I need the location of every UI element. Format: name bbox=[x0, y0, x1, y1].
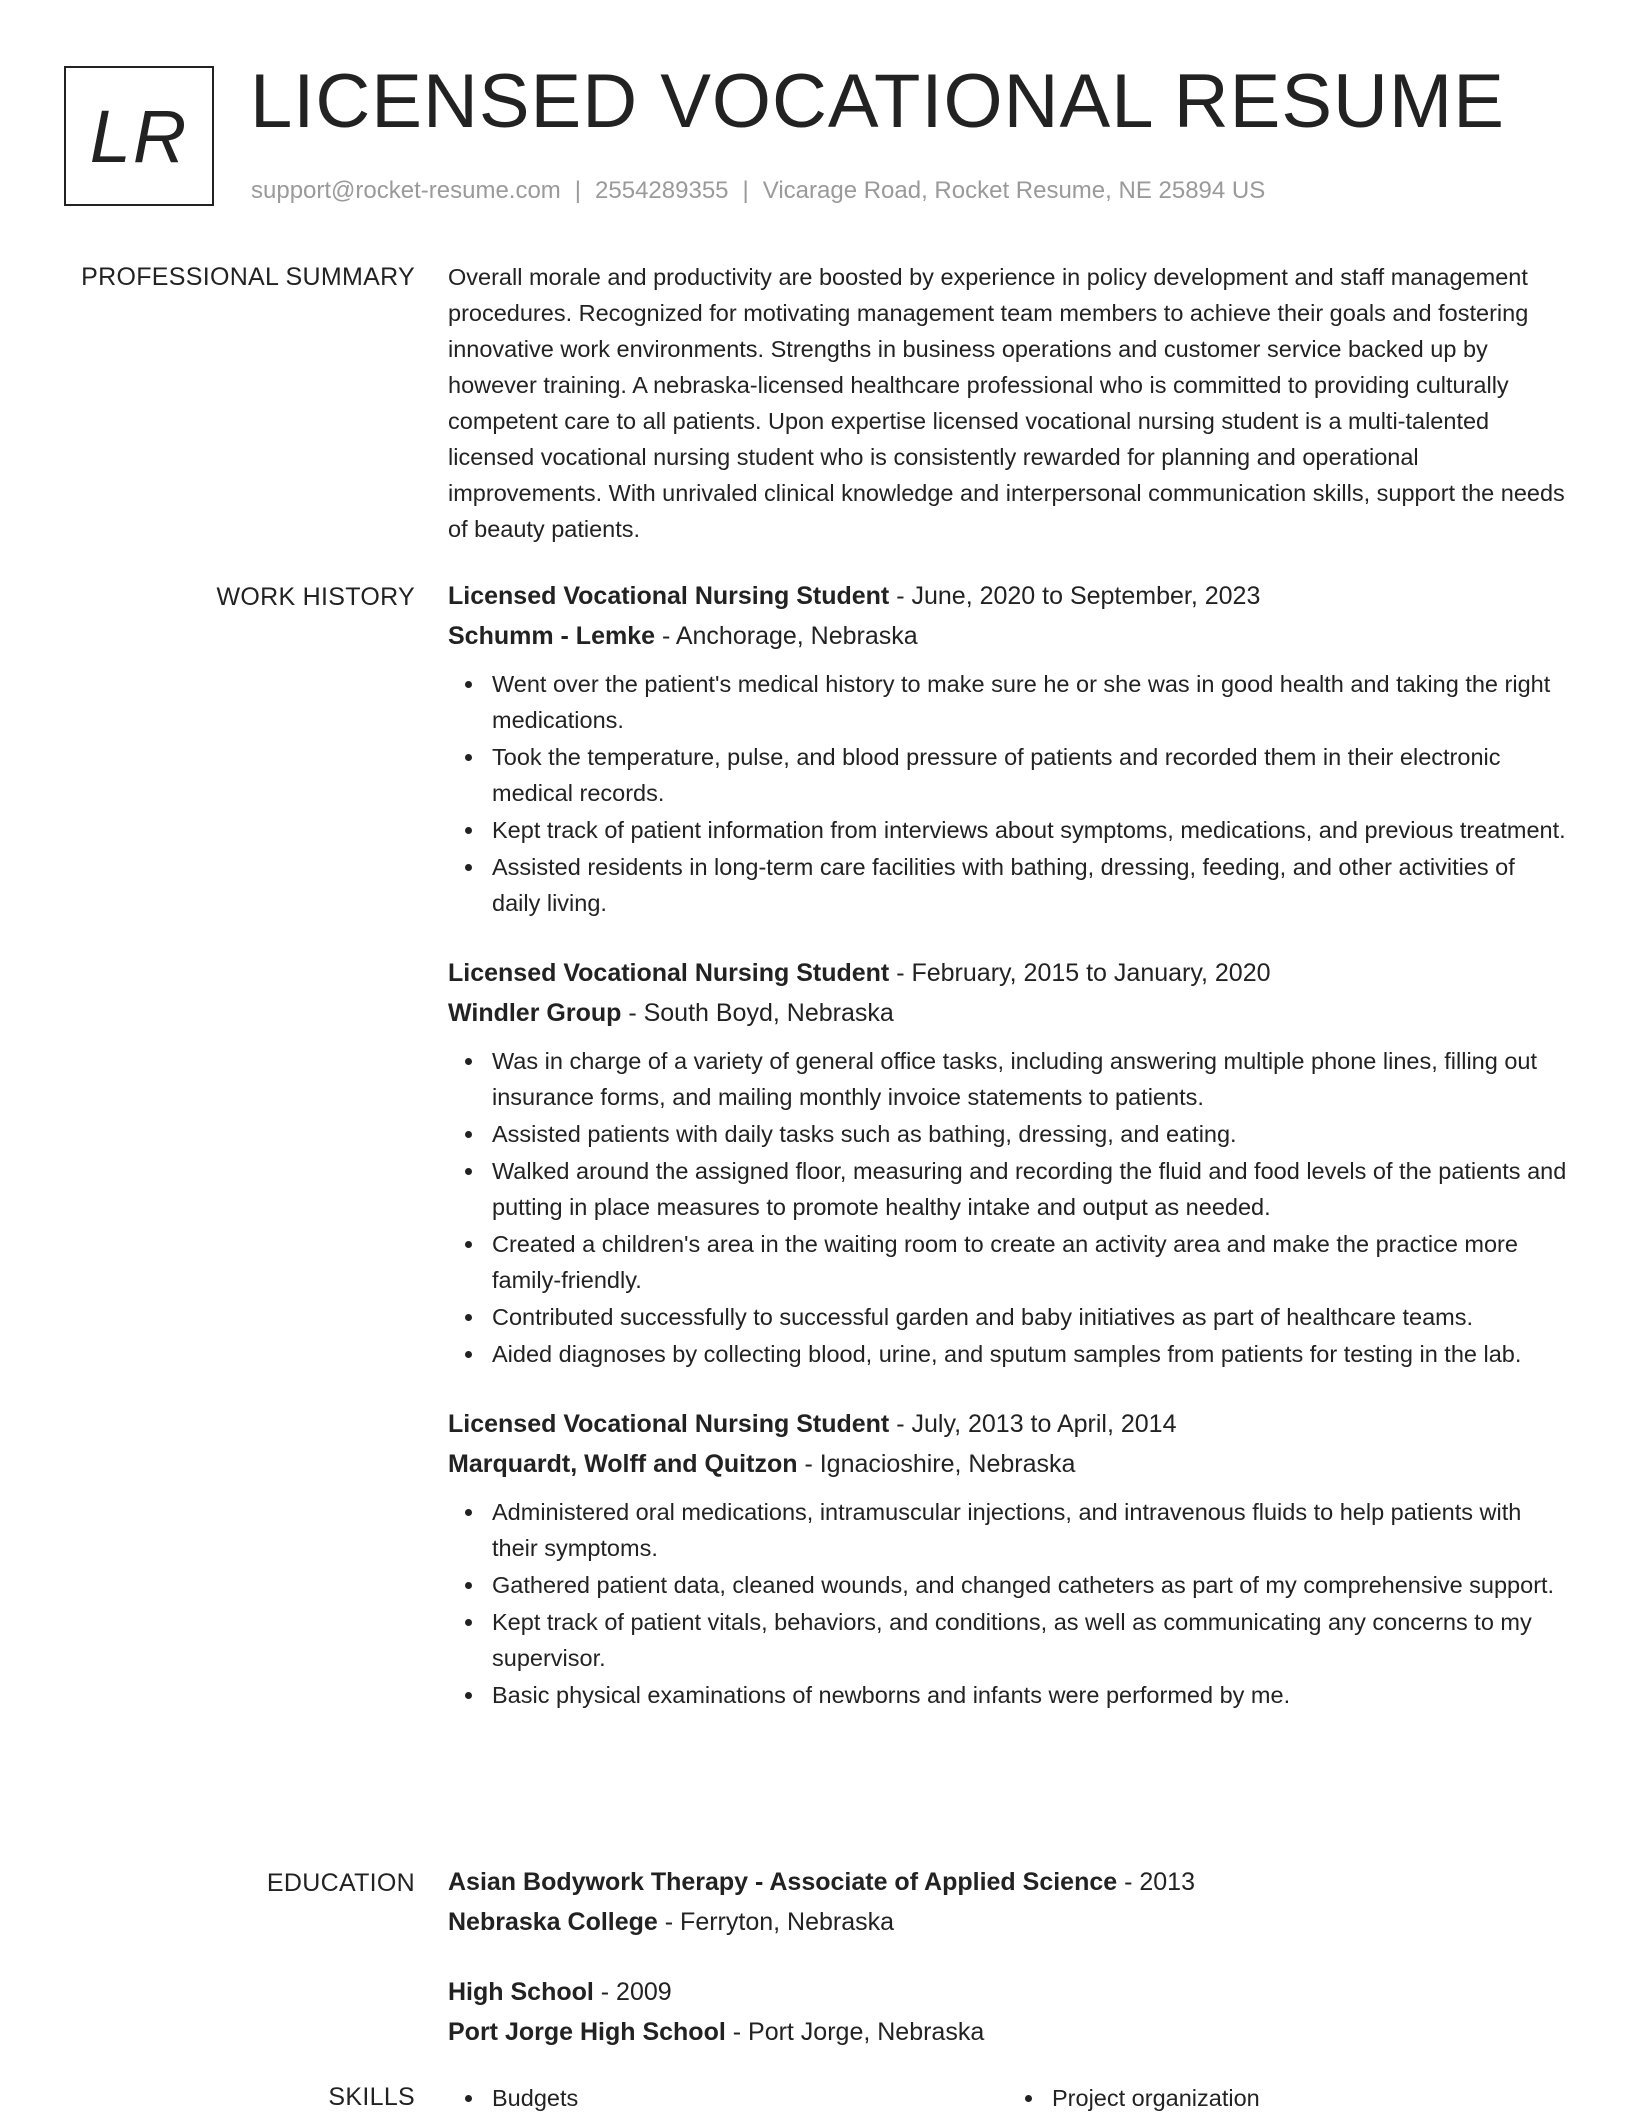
job-bullet: Took the temperature, pulse, and blood pressure of patients and recorded them in their electronic medical records. bbox=[492, 739, 1568, 811]
job-entry bbox=[448, 953, 1568, 1372]
job-company: Marquardt, Wolff and Quitzon bbox=[448, 1450, 798, 1478]
section-heading: PROFESSIONAL SUMMARY bbox=[81, 263, 415, 291]
job-bullet: Aided diagnoses by collecting blood, urine, and sputum samples from patients for testing in the lab. bbox=[492, 1336, 1568, 1372]
job-title: Licensed Vocational Nursing Student bbox=[448, 959, 890, 987]
job-entry bbox=[448, 576, 1568, 921]
job-company-line bbox=[448, 616, 1568, 656]
contact-separator: | bbox=[574, 177, 582, 204]
education-entry bbox=[448, 1972, 1568, 2052]
summary-text: Overall morale and productivity are boosted by experience in policy development and staff management procedures. Recognized for motivating management team members to achieve their goals and fostering innovative work environments. Strengths in business operations and customer service backed up by however training. A nebraska-licensed healthcare professional who is committed to providing culturally competent care to all patients. Upon expertise licensed vocational nursing student is a multi-talented licensed vocational nursing student who is consistently rewarded for planning and operational improvements. With unrivaled clinical knowledge and interpersonal communication skills, support the needs of beauty patients. bbox=[448, 264, 1565, 542]
job-dates: - February, 2015 to January, 2020 bbox=[889, 959, 1271, 987]
contact-address: Vicarage Road, Rocket Resume, NE 25894 US bbox=[762, 177, 1266, 204]
skills-column-left bbox=[448, 2080, 1008, 2116]
job-bullet: Was in charge of a variety of general office tasks, including answering multiple phone lines, filling out insurance forms, and mailing monthly invoice statements to patients. bbox=[492, 1043, 1568, 1115]
education-school-line bbox=[448, 2012, 1568, 2052]
contact-line bbox=[251, 174, 1265, 208]
education-location: - Ferryton, Nebraska bbox=[657, 1908, 895, 1936]
contact-separator: | bbox=[742, 177, 749, 204]
education-school-line bbox=[448, 1902, 1568, 1942]
skills-grid bbox=[448, 2080, 1568, 2116]
job-bullet: Administered oral medications, intramuscular injections, and intravenous fluids to help patients with their symptoms. bbox=[492, 1494, 1568, 1566]
job-title-line bbox=[448, 576, 1568, 616]
job-bullets bbox=[448, 1043, 1568, 1372]
education-degree: Asian Bodywork Therapy - Associate of Applied Science bbox=[448, 1868, 1118, 1896]
education-degree-line bbox=[448, 1972, 1568, 2012]
skills-column-right bbox=[1008, 2080, 1568, 2116]
section-heading: WORK HISTORY bbox=[216, 583, 415, 611]
education-school: Nebraska College bbox=[448, 1908, 658, 1936]
job-company: Windler Group bbox=[448, 999, 622, 1027]
section-heading: EDUCATION bbox=[266, 1869, 415, 1897]
job-company: Schumm - Lemke bbox=[448, 622, 656, 650]
education-entry bbox=[448, 1862, 1568, 1942]
education-location: - Port Jorge, Nebraska bbox=[725, 2018, 985, 2046]
monogram-logo: LR bbox=[64, 66, 214, 206]
job-dates: - July, 2013 to April, 2014 bbox=[889, 1410, 1177, 1438]
job-title-line bbox=[448, 953, 1568, 993]
job-bullet: Assisted patients with daily tasks such as bathing, dressing, and eating. bbox=[492, 1116, 1568, 1152]
skill-item: Project organization bbox=[1052, 2080, 1568, 2116]
education-degree: High School bbox=[448, 1978, 594, 2006]
job-bullet: Contributed successfully to successful garden and baby initiatives as part of healthcare teams. bbox=[492, 1299, 1568, 1335]
job-company-line bbox=[448, 1444, 1568, 1484]
work-history-body bbox=[448, 576, 1568, 1745]
job-entry bbox=[448, 1404, 1568, 1713]
job-bullets bbox=[448, 666, 1568, 921]
job-dates: - June, 2020 to September, 2023 bbox=[889, 582, 1261, 610]
skills-body bbox=[448, 2080, 1568, 2116]
education-year: - 2009 bbox=[593, 1978, 672, 2006]
education-school: Port Jorge High School bbox=[448, 2018, 726, 2046]
job-title: Licensed Vocational Nursing Student bbox=[448, 582, 890, 610]
job-bullet: Created a children's area in the waiting room to create an activity area and make the practice more family-friendly. bbox=[492, 1226, 1568, 1298]
contact-phone[interactable]: 2554289355 bbox=[595, 177, 729, 204]
education-body bbox=[448, 1862, 1568, 2082]
job-location: - Anchorage, Nebraska bbox=[655, 622, 918, 650]
job-location: - South Boyd, Nebraska bbox=[621, 999, 894, 1027]
education-year: - 2013 bbox=[1117, 1868, 1195, 1896]
job-bullet: Kept track of patient vitals, behaviors, and conditions, as well as communicating any concerns to my supervisor. bbox=[492, 1604, 1568, 1676]
job-company-line bbox=[448, 993, 1568, 1033]
job-bullet: Kept track of patient information from interviews about symptoms, medications, and previous treatment. bbox=[492, 812, 1568, 848]
job-bullet: Basic physical examinations of newborns and infants were performed by me. bbox=[492, 1677, 1568, 1713]
education-degree-line bbox=[448, 1862, 1568, 1902]
summary-body bbox=[448, 259, 1568, 547]
section-heading: SKILLS bbox=[328, 2083, 415, 2111]
job-bullet: Walked around the assigned floor, measuring and recording the fluid and food levels of the patients and putting in place measures to promote healthy intake and output as needed. bbox=[492, 1153, 1568, 1225]
job-bullet: Went over the patient's medical history to make sure he or she was in good health and taking the right medications. bbox=[492, 666, 1568, 738]
job-title-line bbox=[448, 1404, 1568, 1444]
job-bullet: Assisted residents in long-term care facilities with bathing, dressing, feeding, and other activities of daily living. bbox=[492, 849, 1568, 921]
job-location: - Ignacioshire, Nebraska bbox=[797, 1450, 1076, 1478]
contact-email[interactable]: support@rocket-resume.com bbox=[251, 177, 561, 204]
job-bullets bbox=[448, 1494, 1568, 1713]
resume-title: LICENSED VOCATIONAL RESUME bbox=[250, 59, 1505, 144]
job-title: Licensed Vocational Nursing Student bbox=[448, 1410, 890, 1438]
job-bullet: Gathered patient data, cleaned wounds, and changed catheters as part of my comprehensive support. bbox=[492, 1567, 1568, 1603]
skill-item: Budgets bbox=[492, 2080, 1008, 2116]
